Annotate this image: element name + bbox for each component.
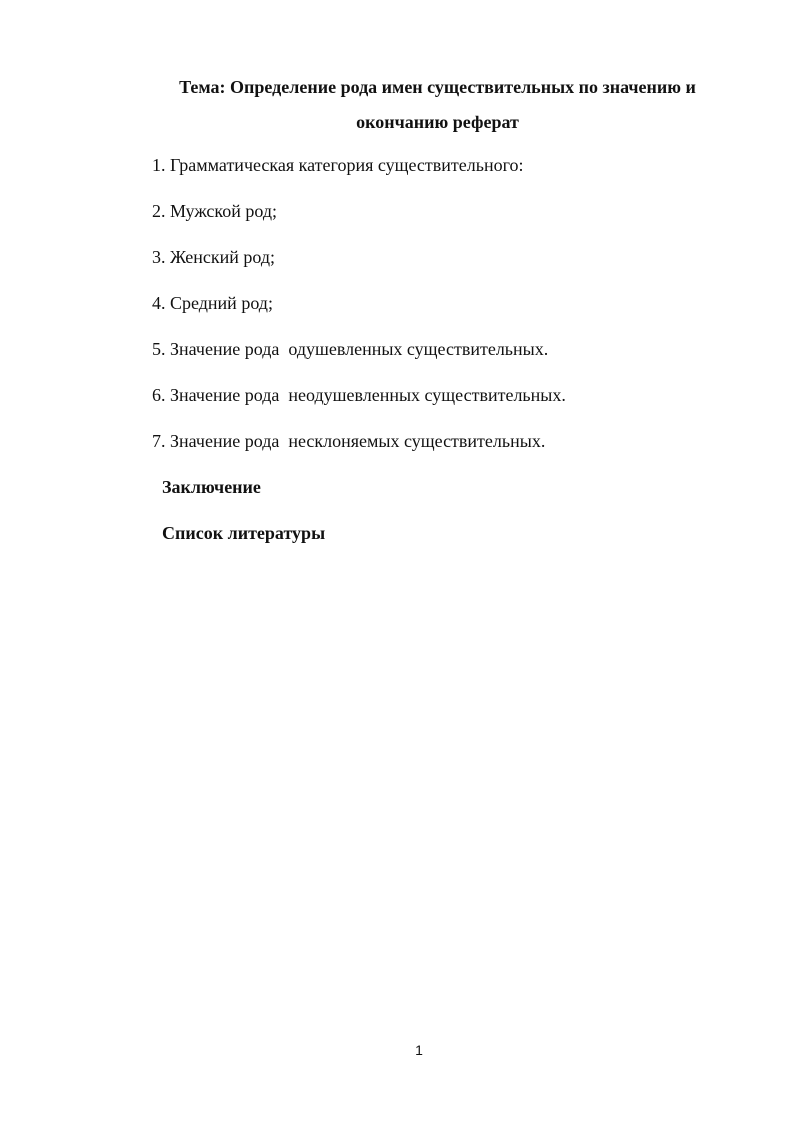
- toc-item: 2. Мужской род;: [152, 201, 278, 221]
- section-conclusion: Заключение: [162, 477, 261, 497]
- toc-item: 4. Средний род;: [152, 293, 273, 313]
- document-title: Тема: Определение рода имен существительных по значению и окончанию реферат: [179, 77, 696, 132]
- toc-item: 6. Значение рода неодушевленных существительных.: [152, 385, 566, 405]
- toc-item: 1. Грамматическая категория существительного:: [152, 155, 524, 175]
- toc-item: 5. Значение рода одушевленных существительных.: [152, 339, 549, 359]
- page-number: 1: [415, 1042, 423, 1058]
- section-references: Список литературы: [162, 523, 326, 543]
- toc-item: 7. Значение рода несклоняемых существительных.: [152, 431, 546, 451]
- table-of-contents: [152, 152, 566, 474]
- toc-item: 3. Женский род;: [152, 247, 275, 267]
